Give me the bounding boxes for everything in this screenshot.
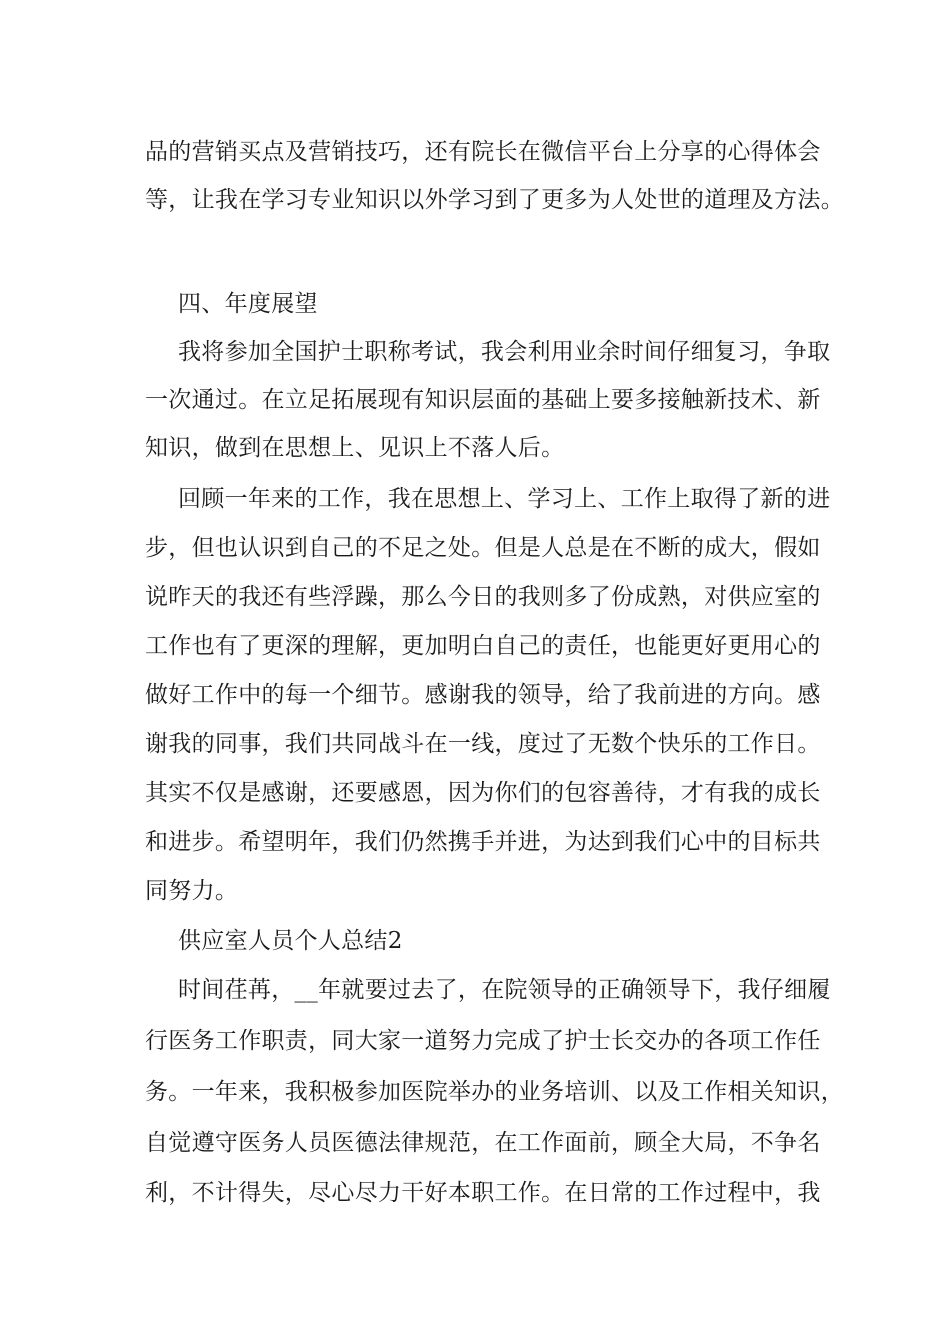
paragraph-line: 自觉遵守医务人员医德法律规范，在工作面前，顾全大局，不争名: [145, 1130, 821, 1156]
paragraph-line: 我将参加全国护士职称考试，我会利用业余时间仔细复习，争取: [178, 339, 831, 365]
section-title: 供应室人员个人总结2: [178, 928, 403, 954]
paragraph-line: 回顾一年来的工作，我在思想上、学习上、工作上取得了新的进: [178, 486, 831, 512]
paragraph-line: 等，让我在学习专业知识以外学习到了更多为人处世的道理及方法。: [145, 187, 844, 213]
paragraph-line: 务。一年来，我积极参加医院举办的业务培训、以及工作相关知识，: [145, 1079, 844, 1105]
paragraph-line: 利，不计得失，尽心尽力干好本职工作。在日常的工作过程中，我: [145, 1180, 821, 1206]
paragraph-line: 知识，做到在思想上、见识上不落人后。: [145, 435, 565, 461]
paragraph-line: 品的营销买点及营销技巧，还有院长在微信平台上分享的心得体会: [145, 139, 821, 165]
paragraph-line: 步，但也认识到自己的不足之处。但是人总是在不断的成大，假如: [145, 535, 821, 561]
paragraph-line: 工作也有了更深的理解，更加明白自己的责任，也能更好更用心的: [145, 633, 821, 659]
paragraph-line: 说昨天的我还有些浮躁，那么今日的我则多了份成熟，对供应室的: [145, 584, 821, 610]
paragraph-line: 其实不仅是感谢，还要感恩，因为你们的包容善待，才有我的成长: [145, 780, 821, 806]
paragraph-line: 一次通过。在立足拓展现有知识层面的基础上要多接触新技术、新: [145, 387, 821, 413]
paragraph-line: 行医务工作职责，同大家一道努力完成了护士长交办的各项工作任: [145, 1028, 821, 1054]
paragraph-line: 和进步。希望明年，我们仍然携手并进，为达到我们心中的目标共: [145, 829, 821, 855]
paragraph-line: 同努力。: [145, 878, 239, 904]
section-heading: 四、年度展望: [178, 291, 318, 317]
paragraph-line: 时间荏苒，__年就要过去了，在院领导的正确领导下，我仔细履: [178, 977, 831, 1003]
paragraph-line: 做好工作中的每一个细节。感谢我的领导，给了我前进的方向。感: [145, 682, 821, 708]
paragraph-line: 谢我的同事，我们共同战斗在一线，度过了无数个快乐的工作日。: [145, 731, 821, 757]
